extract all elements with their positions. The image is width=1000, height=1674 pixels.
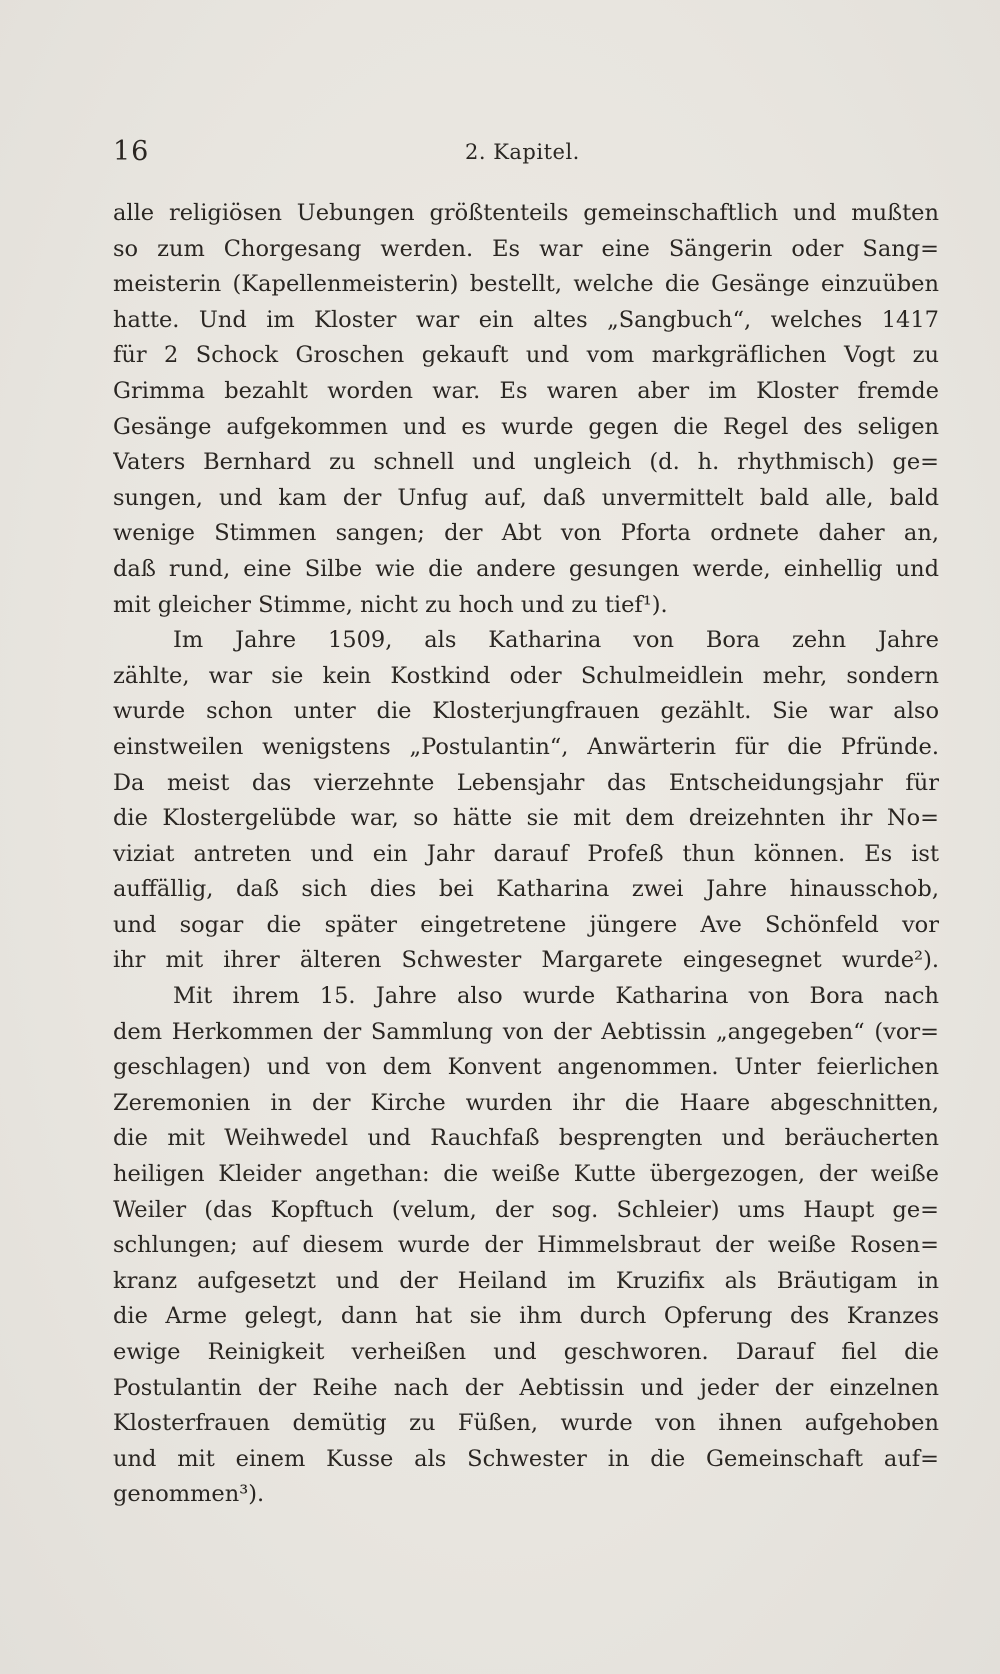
text-line: Da meist das vierzehnte Lebensjahr das Entscheidungsjahr für — [113, 769, 939, 796]
text-line: meisterin (Kapellenmeisterin) bestellt, welche die Gesänge einzuüben — [113, 271, 939, 298]
page-header — [113, 136, 939, 176]
text-line: wenige Stimmen sangen; der Abt von Pforta ordnete daher an, — [113, 520, 939, 547]
text-line: die mit Weihwedel und Rauchfaß besprengten und beräucherten — [113, 1125, 939, 1152]
page-number: 16 — [113, 136, 150, 167]
text-line: zählte, war sie kein Kostkind oder Schulmeidlein mehr, sondern — [113, 662, 939, 689]
text-line: Grimma bezahlt worden war. Es waren aber im Kloster fremde — [113, 377, 939, 404]
text-line: genommen³). — [113, 1481, 265, 1508]
text-line: viziat antreten und ein Jahr darauf Profeß thun können. Es ist — [113, 840, 939, 867]
text-line: Klosterfrauen demütig zu Füßen, wurde von ihnen aufgehoben — [113, 1410, 939, 1437]
running-head: 2. Kapitel. — [465, 140, 580, 164]
text-line: Postulantin der Reihe nach der Aebtissin und jeder der einzelnen — [113, 1374, 939, 1401]
text-line: kranz aufgesetzt und der Heiland im Kruzifix als Bräutigam in — [113, 1267, 939, 1294]
text-line: schlungen; auf diesem wurde der Himmelsbraut der weiße Rosen= — [113, 1232, 939, 1259]
text-line: auffällig, daß sich dies bei Katharina zwei Jahre hinausschob, — [113, 876, 939, 903]
text-line: hatte. Und im Kloster war ein altes „Sangbuch“, welches 1417 — [113, 306, 939, 333]
text-line: ewige Reinigkeit verheißen und geschworen. Darauf fiel die — [113, 1339, 939, 1365]
text-line: und sogar die später eingetretene jüngere Ave Schönfeld vor — [113, 911, 939, 938]
text-line: so zum Chorgesang werden. Es war eine Sängerin oder Sang= — [113, 235, 939, 262]
text-line: Vaters Bernhard zu schnell und ungleich (d. h. rhythmisch) ge= — [113, 449, 939, 476]
text-line: die Klostergelübde war, so hätte sie mit dem dreizehnten ihr No= — [113, 805, 939, 832]
text-line: die Arme gelegt, dann hat sie ihm durch Opferung des Kranzes — [113, 1303, 939, 1330]
text-line: Gesänge aufgekommen und es wurde gegen die Regel des seligen — [113, 413, 939, 440]
text-line: und mit einem Kusse als Schwester in die Gemeinschaft auf= — [113, 1445, 939, 1472]
text-line: sungen, und kam der Unfug auf, daß unvermittelt bald alle, bald — [113, 484, 939, 511]
text-line: daß rund, eine Silbe wie die andere gesungen werde, einhellig und — [113, 555, 939, 582]
text-line: Mit ihrem 15. Jahre also wurde Katharina von Bora nach — [173, 983, 939, 1010]
text-line: dem Herkommen der Sammlung von der Aebtissin „angegeben“ (vor= — [113, 1018, 939, 1045]
text-line: wurde schon unter die Klosterjungfrauen gezählt. Sie war also — [113, 698, 939, 725]
text-line: einstweilen wenigstens „Postulantin“, Anwärterin für die Pfründe. — [113, 733, 939, 760]
text-line: Zeremonien in der Kirche wurden ihr die Haare abgeschnitten, — [113, 1089, 939, 1116]
text-line: Weiler (das Kopftuch (velum, der sog. Schleier) ums Haupt ge= — [113, 1196, 939, 1223]
text-line: ihr mit ihrer älteren Schwester Margarete eingesegnet wurde²). — [113, 947, 939, 974]
body-text — [113, 196, 939, 1513]
text-line: alle religiösen Uebungen größtenteils gemeinschaftlich und mußten — [113, 200, 939, 226]
text-line: geschlagen) und von dem Konvent angenommen. Unter feierlichen — [113, 1054, 939, 1081]
text-line: mit gleicher Stimme, nicht zu hoch und zu tief¹). — [113, 591, 668, 618]
text-line: für 2 Schock Groschen gekauft und vom markgräflichen Vogt zu — [113, 342, 939, 369]
text-line: Im Jahre 1509, als Katharina von Bora zehn Jahre — [173, 627, 939, 654]
text-line: heiligen Kleider angethan: die weiße Kutte übergezogen, der weiße — [113, 1161, 939, 1188]
